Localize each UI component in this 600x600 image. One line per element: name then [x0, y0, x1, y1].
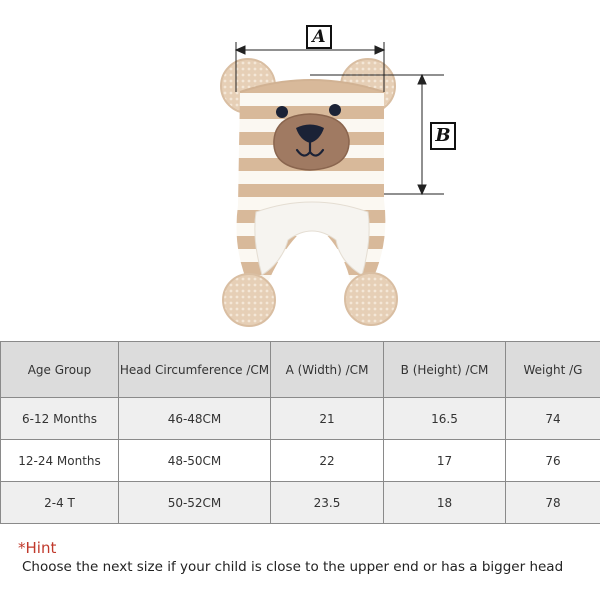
left-bottom-pompom: [223, 274, 275, 326]
cell-height: 16.5: [384, 398, 506, 440]
right-bottom-pompom: [345, 273, 397, 325]
table-row: [1, 398, 600, 440]
cell-head-circumference: 46-48CM: [119, 398, 271, 440]
cell-height: 17: [384, 440, 506, 482]
cell-width: 22: [271, 440, 384, 482]
cell-width: 21: [271, 398, 384, 440]
dimension-a-label: A: [306, 25, 332, 49]
table-row: [1, 440, 600, 482]
header-age-group: Age Group: [1, 342, 119, 398]
header-head-circumference: Head Circumference /CM: [119, 342, 271, 398]
table-row: [1, 482, 600, 524]
header-weight: Weight /G: [506, 342, 600, 398]
dimension-b-label: B: [430, 122, 456, 150]
cell-head-circumference: 48-50CM: [119, 440, 271, 482]
cell-height: 18: [384, 482, 506, 524]
table-header-row: [1, 342, 600, 398]
cell-weight: 74: [506, 398, 600, 440]
right-eye-icon: [329, 104, 341, 116]
cell-head-circumference: 50-52CM: [119, 482, 271, 524]
size-chart-table: [0, 341, 600, 524]
cell-weight: 78: [506, 482, 600, 524]
fleece-lining: [255, 202, 369, 275]
cell-age-group: 2-4 T: [1, 482, 119, 524]
hat-body: [230, 60, 395, 300]
cell-age-group: 6-12 Months: [1, 398, 119, 440]
left-eye-icon: [276, 106, 288, 118]
hint-text: Choose the next size if your child is close to the upper end or has a bigger head: [22, 559, 564, 575]
cell-width: 23.5: [271, 482, 384, 524]
hint-title: *Hint: [18, 539, 57, 557]
header-height: B (Height) /CM: [384, 342, 506, 398]
header-width: A (Width) /CM: [271, 342, 384, 398]
cell-weight: 76: [506, 440, 600, 482]
cell-age-group: 12-24 Months: [1, 440, 119, 482]
